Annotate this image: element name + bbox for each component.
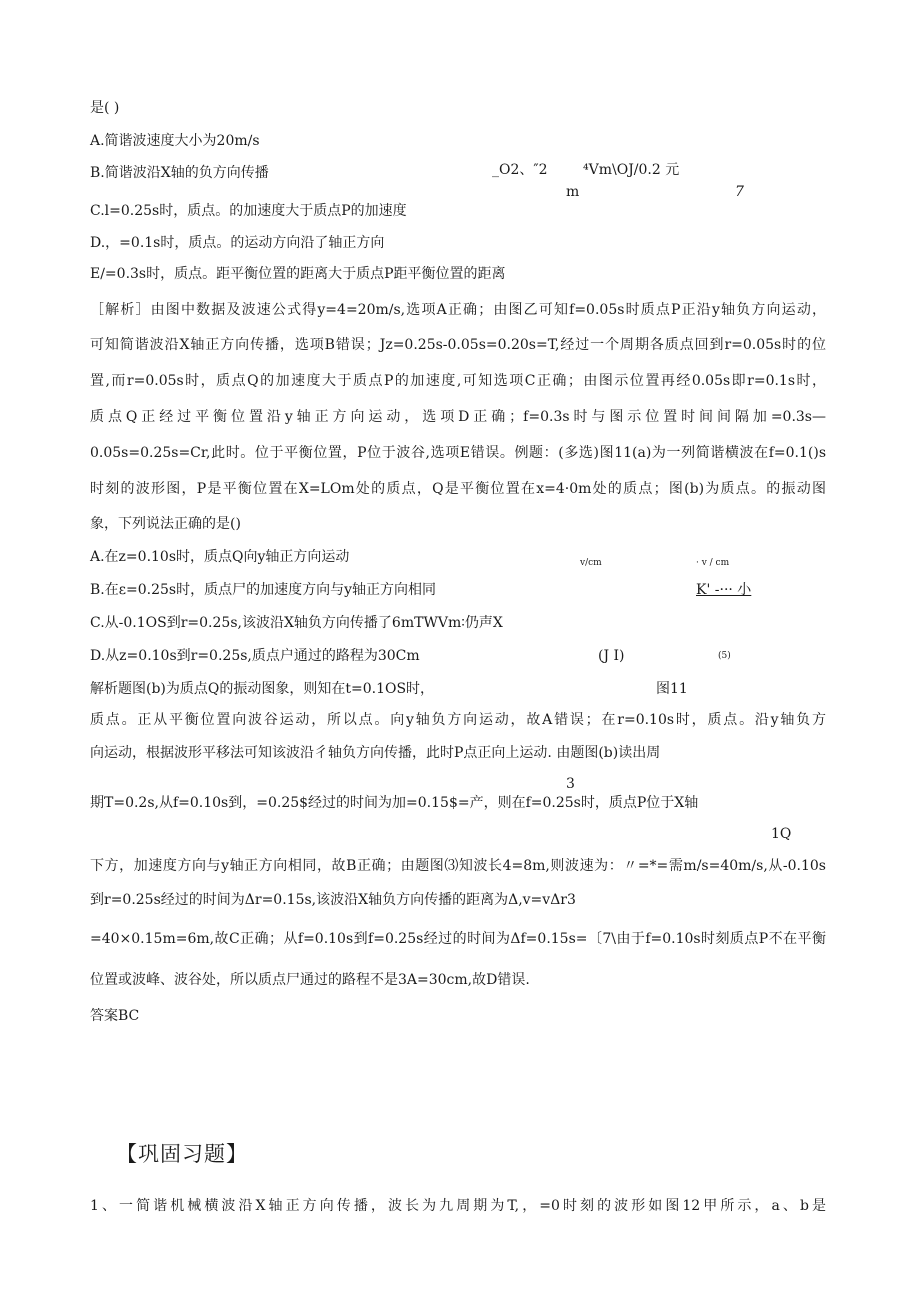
analysis-line: 可知简谐波沿X轴正方向传播，选项B错误；Jz=0.25s-0.05s=0.20s=T,经过一个周期各质点回到r=0.05s时的位: [90, 337, 826, 353]
analysis-line: 置,而r=0.05s时，质点Q的加速度大于质点P的加速度,可知选项C正确；由图示位置再经0.05s即r=0.1s时，: [90, 373, 826, 389]
option-b: B.在ε=0.25s时，质点尸的加速度方向与y轴正方向相同: [90, 582, 436, 598]
option-b: B.简谐波沿X轴的负方向传播: [90, 165, 269, 181]
analysis-line: 向运动，根据波形平移法可知该波沿彳轴负方向传播，此时P点正向上运动. 由题图(b)读出周: [90, 745, 661, 761]
section-heading: 【巩固习题】: [116, 1142, 248, 1166]
figure-axis-label: v/cm: [580, 558, 602, 568]
option-d: D.，=0.1s时，质点。的运动方向沿了轴正方向: [90, 235, 385, 251]
option-a: A.简谐波速度大小为20m∕s: [90, 133, 260, 149]
practice-question-1: 1、一简谐机械横波沿X轴正方向传播，波长为九周期为T,，=0时刻的波形如图12甲所示，a、b是: [90, 1198, 826, 1214]
analysis-line: 质点Q正经过平衡位置沿y轴正方向运动，选项D正确；f=0.3s时与图示位置时间间隔加=0.3s—: [90, 409, 826, 425]
figure-label-b: (5): [718, 651, 731, 661]
question-prompt: 象，下列说法正确的是(): [90, 516, 241, 532]
question-stem-end: 是( ): [90, 100, 120, 116]
fraction-fragment: 3: [566, 776, 575, 792]
analysis-line: 质点。正从平衡位置向波谷运动，所以点。向y轴负方向运动，故A错误；在r=0.10s时，质点。沿y轴负方: [90, 712, 826, 728]
analysis-line: 解析题图(b)为质点Q的振动图象，则知在t=0.1OS时，: [90, 681, 435, 697]
analysis-line: 期T=0.2s,从f=0.10s到，=0.25$经过的时间为加=0.15$=产，则在f=0.25s时，质点P位于X轴: [90, 795, 699, 811]
figure-curve-text: K' -··· 小: [696, 582, 752, 598]
analysis-line: 0.05s=0.25s=Cr,此时。位于平衡位置，P位于波谷,选项E错误。例题：(多选)图11(a)为一列简谐横波在f=0.1()s: [90, 445, 826, 461]
figure-caption: 图11: [656, 681, 688, 697]
analysis-line: =40×0.15m=6m,故C正确；从f=0.10s到f=0.25s经过的时间为Δf=0.15s=〔7\由于f=0.10s时刻质点P不在平衡: [90, 931, 826, 947]
option-c: C.l=0.25s时，质点。的加速度大于质点P的加速度: [90, 203, 407, 219]
figure-text: 7: [735, 184, 744, 200]
option-a: A.在z=0.10s时，质点Q向y轴正方向运动: [90, 549, 350, 565]
figure-text: ⁴Vm\OJ/0.2 元: [583, 162, 680, 178]
option-e: E∕=0.3s时，质点。距平衡位置的距离大于质点P距平衡位置的距离: [90, 266, 506, 282]
option-d: D.从z=0.10s到r=0.25s,质点户通过的路程为30Cm: [90, 648, 420, 664]
figure-axis-label: · v / cm: [696, 558, 730, 568]
figure-label-a: (J I): [598, 648, 625, 664]
option-c: C.从-0.1OS到r=0.25s,该波沿X轴负方向传播了6mTWVm∶仍声X: [90, 615, 503, 631]
analysis-line: 位置或波峰、波谷处，所以质点尸通过的路程不是3A=30cm,故D错误.: [90, 972, 530, 988]
figure-text: _O2、″2: [492, 162, 548, 178]
analysis-line: 时刻的波形图，P是平衡位置在X=LOm处的质点，Q是平衡位置在x=4·0m处的质点；图(b)为质点。的振动图: [90, 481, 826, 497]
answer: 答案BC: [90, 1008, 140, 1024]
analysis-line: ［解析］由图中数据及波速公式得y=4=20m∕s,选项A正确；由图乙可知f=0.05s时质点P正沿y轴负方向运动，: [90, 302, 826, 318]
figure-text: m: [566, 184, 580, 200]
fraction-fragment: 1Q: [771, 826, 792, 842]
analysis-line: 到r=0.25s经过的时间为Δr=0.15s,该波沿X轴负方向传播的距离为Δ,v=vΔr3: [90, 892, 576, 908]
analysis-line: 下方，加速度方向与y轴正方向相同，故B正确；由题图⑶知波长4=8m,则波速为：〃=*=需m/s=40m∕s,从-0.10s: [90, 858, 826, 874]
